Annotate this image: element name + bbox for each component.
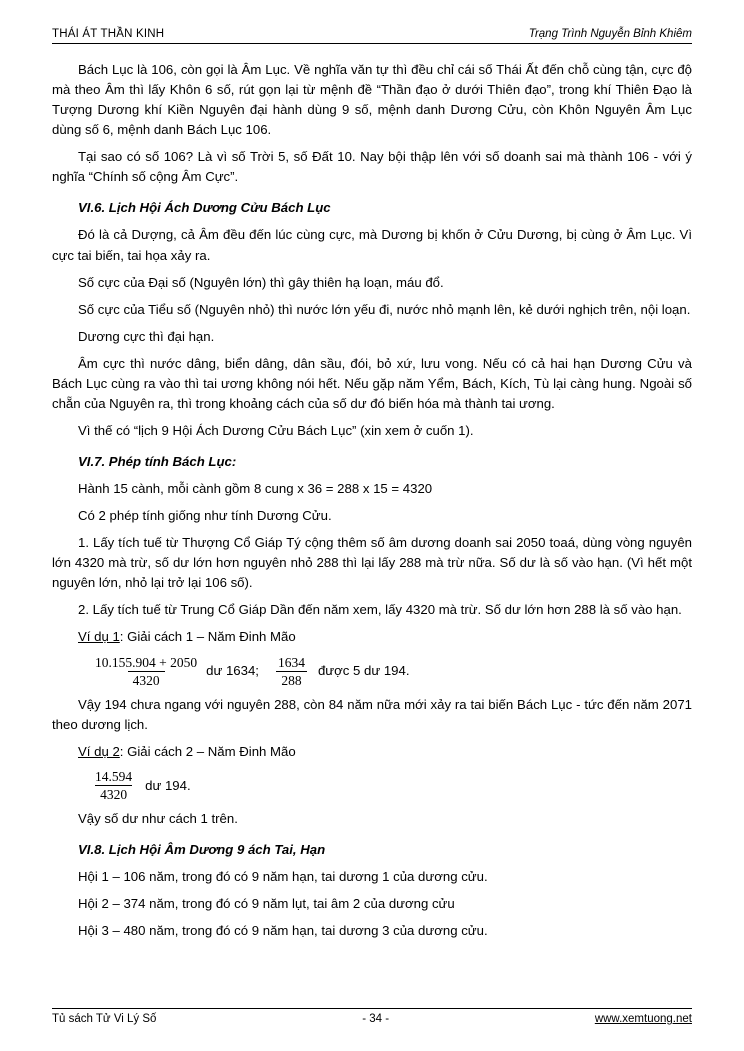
fraction-2: [273, 655, 310, 689]
example-2-title: : Giải cách 2 – Năm Đinh Mão: [119, 743, 296, 759]
paragraph-14: Vậy số dư như cách 1 trên.: [78, 810, 238, 826]
fraction-3-denominator: 4320: [95, 785, 132, 803]
header-right-title: Trạng Trình Nguyễn Bỉnh Khiêm: [528, 28, 692, 40]
paragraph-2: Tại sao có số 106? Là vì số Trời 5, số Đất 10. Nay bội thập lên với số doanh sai mà thành 106 - với ý nghĩa “Chính số cộng Âm Cực”.: [52, 149, 692, 185]
paragraph-12: 2. Lấy tích tuế từ Trung Cổ Giáp Dần đến năm xem, lấy 4320 mà trừ. Số dư lớn hơn 288 là số vào hạn.: [78, 602, 682, 618]
fraction-1-denominator: 4320: [128, 671, 165, 689]
page-content: [52, 44, 692, 941]
paragraph-7: Âm cực thì nước dâng, biển dâng, dân sầu, đói, bỏ xứ, lưu vong. Nếu có cả hai hạn Dương Cửu và Bách Lục cùng ra vào thì tai ương không nói hết. Nếu gặp năm Yểm, Bách, Kích, Tù lại càng hung. Ngoài số chẵn của Nguyên ra, thì trong khoảng cách của số dư đó biến hóa mà thành tai ương.: [52, 355, 692, 411]
page-footer: [52, 1008, 692, 1025]
heading-vi6: VI.6. Lịch Hội Ách Dương Cửu Bách Lục: [78, 200, 331, 216]
example-1-label: Ví dụ 1: [78, 629, 120, 645]
fraction-1: [90, 655, 202, 689]
formula-example-2: [86, 769, 692, 803]
formula-example-1: [86, 655, 692, 689]
paragraph-16: Hội 2 – 374 năm, trong đó có 9 năm lụt, tai âm 2 của dương cửu: [78, 895, 455, 911]
example-1-heading: [52, 627, 692, 647]
paragraph-1: Bách Lục là 106, còn gọi là Âm Lục. Về nghĩa văn tự thì đều chỉ cái số Thái Ất đến chỗ cùng tận, cực độ mà theo Âm thì lấy Khôn 6 số, rút gọn lại từ mệnh đề “Thần đạo ở dưới Thiên đạo”, trong khí Thiên Đạo là Tượng Dương khí Kiền Nguyên đại hành dùng 9 số, mệnh danh Dương Cửu, còn Khôn Nguyên Âm Lục dùng số 6, mệnh danh Bách Lục 106.: [52, 62, 692, 138]
fraction-3-numerator: 14.594: [95, 768, 133, 784]
paragraph-11: 1. Lấy tích tuế từ Thượng Cổ Giáp Tý cộng thêm số âm dương doanh sai 2050 toaá, dùng vòng nguyên lớn 4320 mà trừ, số dư lớn hơn nguyên nhỏ 288 thì lại lấy 288 mà trừ nữa. Số dư là số vào hạn. (Vì hết một nguyên lớn, nhỏ lại trở lại 106 số).: [52, 535, 692, 591]
paragraph-10: Có 2 phép tính giống như tính Dương Cửu.: [78, 508, 332, 524]
formula-1-remainder-text: dư 1634;: [206, 663, 259, 679]
paragraph-17: Hội 3 – 480 năm, trong đó có 9 năm hạn, tai dương 3 của dương cửu.: [78, 923, 488, 938]
paragraph-9: Hành 15 cành, mỗi cành gồm 8 cung x 36 = 288 x 15 = 4320: [78, 481, 433, 497]
paragraph-3: Đó là cả Dượng, cả Âm đều đến lúc cùng cực, mà Dương bị khốn ở Cửu Dương, bị cùng ở Âm Lục. Vì cực tai biến, tai họa xảy ra.: [52, 227, 692, 263]
example-2-label: Ví dụ 2: [78, 743, 120, 759]
example-2-heading: [52, 742, 692, 762]
example-1-title: : Giải cách 1 – Năm Đinh Mão: [119, 629, 296, 645]
fraction-2-denominator: 288: [276, 671, 306, 689]
page-header: [52, 28, 692, 43]
page-number: - 34 -: [362, 1013, 390, 1025]
fraction-1-numerator: 10.155.904 + 2050: [95, 654, 198, 670]
footer-website-link[interactable]: www.xemtuong.net: [594, 1013, 692, 1025]
paragraph-8: Vì thế có “lịch 9 Hội Ách Dương Cửu Bách Lục” (xin xem ở cuốn 1).: [78, 422, 474, 438]
fraction-3: [90, 769, 137, 803]
paragraph-6: Dương cực thì đại hạn.: [78, 328, 215, 344]
paragraph-13: Vậy 194 chưa ngang với nguyên 288, còn 84 năm nữa mới xảy ra tai biến Bách Lục - tức đến năm 2071 theo dương lịch.: [52, 696, 692, 732]
heading-vi7: VI.7. Phép tính Bách Lục:: [78, 454, 237, 469]
heading-vi8: VI.8. Lịch Hội Âm Dương 9 ách Tai, Hạn: [78, 841, 326, 857]
header-left-title: THÁI ÁT THẦN KINH: [52, 28, 165, 40]
fraction-2-numerator: 1634: [277, 654, 305, 670]
paragraph-15: Hội 1 – 106 năm, trong đó có 9 năm hạn, tai dương 1 của dương cửu.: [78, 868, 488, 884]
formula-1-result-text: được 5 dư 194.: [317, 663, 410, 679]
paragraph-4: Số cực của Đại số (Nguyên lớn) thì gây thiên hạ loạn, máu đổ.: [78, 274, 444, 290]
paragraph-5: Số cực của Tiểu số (Nguyên nhỏ) thì nước lớn yếu đi, nước nhỏ mạnh lên, kẻ dưới nghịch trên, nội loạn.: [78, 301, 691, 317]
formula-2-result-text: dư 194.: [145, 777, 191, 793]
footer-left-text: Tủ sách Tử Vi Lý Số: [52, 1013, 157, 1025]
